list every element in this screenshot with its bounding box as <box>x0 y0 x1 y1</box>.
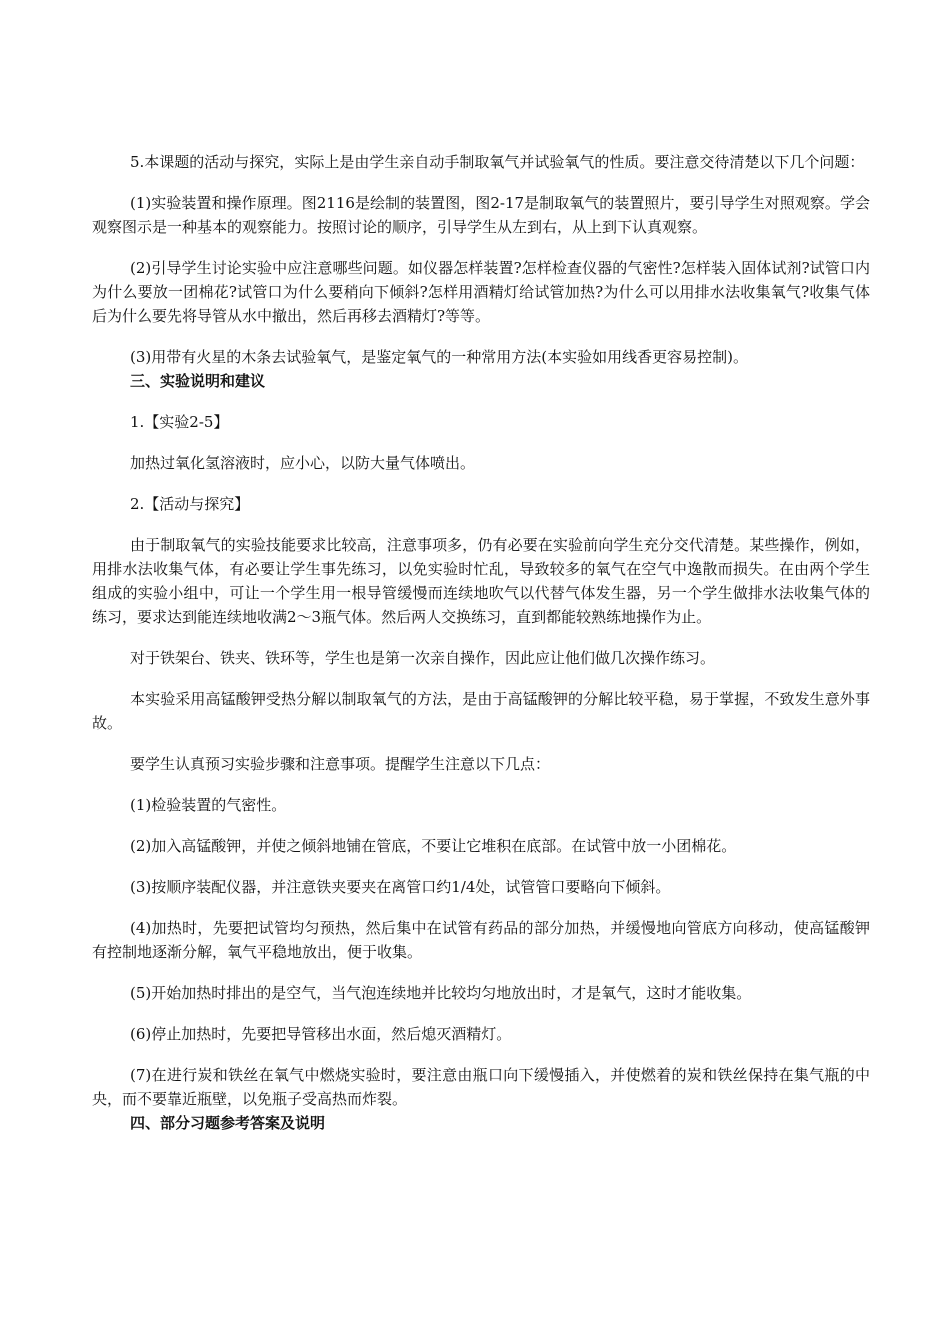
list-item-step-4: (4)加热时，先要把试管均匀预热，然后集中在试管有药品的部分加热，并缓慢地向管底方向移动，使高锰酸钾有控制地逐渐分解，氧气平稳地放出，便于收集。 <box>92 919 870 961</box>
list-item-step-5: (5)开始加热时排出的是空气，当气泡连续地并比较均匀地放出时，才是氧气，这时才能收集。 <box>130 984 752 1002</box>
paragraph-issue-3: (3)用带有火星的木条去试验氧气，是鉴定氧气的一种常用方法(本实验如用线香更容易控制)。 <box>130 348 748 366</box>
paragraph-heating-caution: 加热过氧化氢溶液时，应小心，以防大量气体喷出。 <box>130 454 476 472</box>
list-item-step-3: (3)按顺序装配仪器，并注意铁夹要夹在离管口约1/4处，试管管口要略向下倾斜。 <box>130 878 671 896</box>
subheading-activity-explore: 2.【活动与探究】 <box>130 495 250 513</box>
paragraph-permanganate-method: 本实验采用高锰酸钾受热分解以制取氧气的方法，是由于高锰酸钾的分解比较平稳，易于掌握，不致发生意外事故。 <box>92 690 870 732</box>
paragraph-iron-stand: 对于铁架台、铁夹、铁环等，学生也是第一次亲自操作，因此应让他们做几次操作练习。 <box>130 649 716 667</box>
document-page <box>92 150 870 1135</box>
paragraph-issue-2: (2)引导学生讨论实验中应注意哪些问题。如仪器怎样装置?怎样检查仪器的气密性?怎样装入固体试剂?试管口内为什么要放一团棉花?试管口为什么要稍向下倾斜?怎样用酒精灯给试管加热?为什么可以用排水法收集氧气?收集气体后为什么要先将导管从水中撤出，然后再移去酒精灯?等等。 <box>92 259 870 325</box>
list-item-step-2: (2)加入高锰酸钾，并使之倾斜地铺在管底，不要让它堆积在底部。在试管中放一小团棉花。 <box>130 837 737 855</box>
section-heading-4: 四、部分习题参考答案及说明 <box>130 1114 326 1132</box>
section-heading-3: 三、实验说明和建议 <box>130 372 266 390</box>
paragraph-skill-requirements: 由于制取氧气的实验技能要求比较高，注意事项多，仍有必要在实验前向学生充分交代清楚。某些操作，例如，用排水法收集气体，有必要让学生事先练习，以免实验时忙乱，导致较多的氧气在空气中逸散而损失。在由两个学生组成的实验小组中，可让一个学生用一根导管缓慢而连续地吹气以代替气体发生器，另一个学生做排水法收集气体的练习，要求达到能连续地收满2～3瓶气体。然后两人交换练习，直到都能较熟练地操作为止。 <box>92 536 870 626</box>
subheading-experiment-2-5: 1.【实验2-5】 <box>130 413 229 431</box>
list-item-step-1: (1)检验装置的气密性。 <box>130 796 287 814</box>
list-item-step-7: (7)在进行炭和铁丝在氧气中燃烧实验时，要注意由瓶口向下缓慢插入，并使燃着的炭和铁丝保持在集气瓶的中央，而不要靠近瓶壁，以免瓶子受高热而炸裂。 <box>92 1066 870 1108</box>
list-item-step-6: (6)停止加热时，先要把导管移出水面，然后熄灭酒精灯。 <box>130 1025 512 1043</box>
paragraph-issue-1: (1)实验装置和操作原理。图2116是绘制的装置图，图2-17是制取氧气的装置照片，要引导学生对照观察。学会观察图示是一种基本的观察能力。按照讨论的顺序，引导学生从左到右，从上到下认真观察。 <box>92 194 870 236</box>
paragraph-intro-item-5: 5.本课题的活动与探究，实际上是由学生亲自动手制取氧气并试验氧气的性质。要注意交待清楚以下几个问题： <box>130 153 865 171</box>
paragraph-preview-steps: 要学生认真预习实验步骤和注意事项。提醒学生注意以下几点： <box>130 755 551 773</box>
